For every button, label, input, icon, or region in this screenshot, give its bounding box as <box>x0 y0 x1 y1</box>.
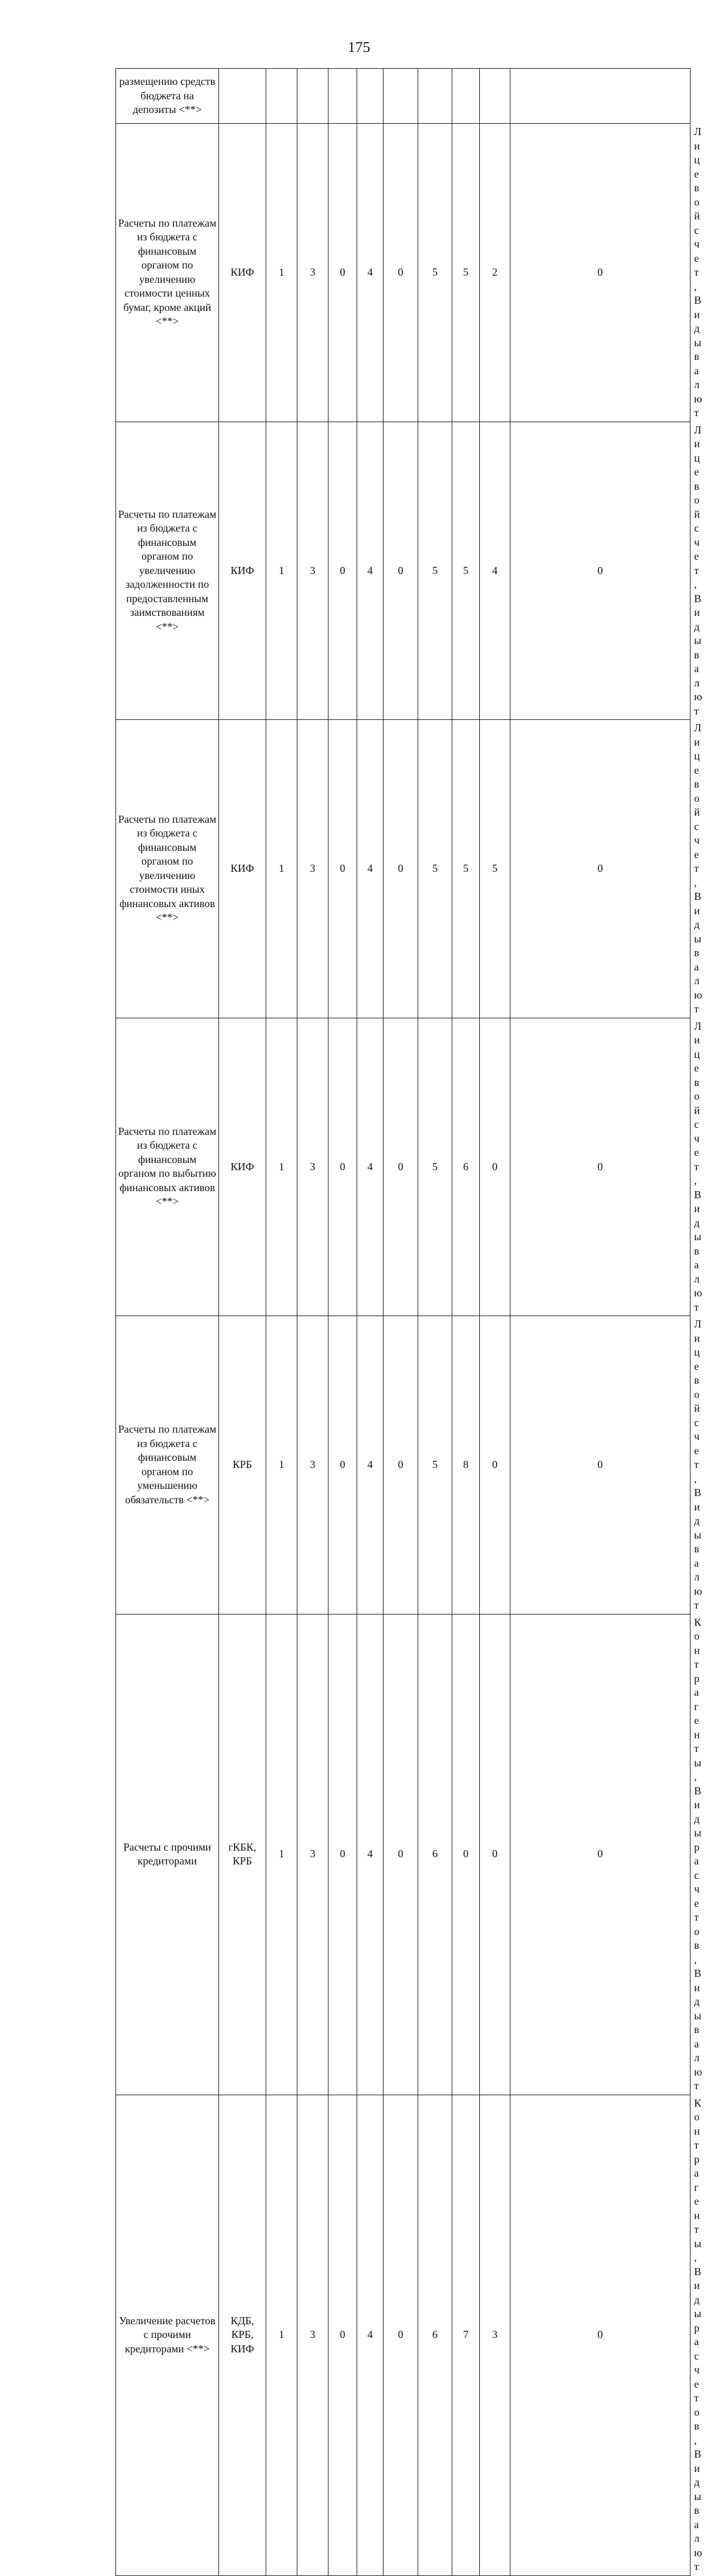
digit-cell: 6 <box>418 2095 452 2575</box>
digit-cell: 0 <box>510 2095 690 2575</box>
digit-cell <box>328 69 357 124</box>
digit-cell <box>297 69 328 124</box>
digit-cell: 3 <box>297 124 328 422</box>
code-cell: КИФ <box>219 720 266 1018</box>
digit-cell: 3 <box>297 720 328 1018</box>
code-cell: КРБ <box>219 1316 266 1614</box>
digit-cell: 5 <box>452 124 480 422</box>
table-row: Расчеты с прочими кредиторами гКБК, КРБ 1 3 0 4 0 6 0 0 0 Контрагенты, Виды расчетов, Виды валют <box>116 1614 690 2095</box>
digit-cell: 4 <box>357 1018 384 1316</box>
digit-cell: 5 <box>418 422 452 720</box>
table-row: Расчеты по платежам из бюджета с финансовым органом по увеличению стоимости ценных бумаг, кроме акций <**> КИФ 1 3 0 4 0 5 5 2 0 Лицевой счет, Виды валют <box>116 124 690 422</box>
digit-cell: 1 <box>266 422 297 720</box>
digit-cell: 3 <box>297 1614 328 2095</box>
digit-cell: 1 <box>266 1018 297 1316</box>
digit-cell: 0 <box>384 2095 418 2575</box>
table-row: Расчеты по платежам из бюджета с финансовым органом по увеличению стоимости иных финансовых активов <**> КИФ 1 3 0 4 0 5 5 5 0 Лицевой счет, Виды валют <box>116 720 690 1018</box>
digit-cell: 0 <box>328 124 357 422</box>
digit-cell: 0 <box>328 1018 357 1316</box>
digit-cell: 4 <box>480 422 510 720</box>
digit-cell: 4 <box>357 422 384 720</box>
digit-cell: 3 <box>297 1316 328 1614</box>
digit-cell <box>266 69 297 124</box>
digit-cell: 0 <box>480 1316 510 1614</box>
table-body <box>116 69 702 2576</box>
digit-cell: 1 <box>266 720 297 1018</box>
digit-cell: 3 <box>297 422 328 720</box>
digit-cell: 0 <box>384 1018 418 1316</box>
digit-cell: 0 <box>510 124 690 422</box>
account-name-cell: Расчеты по платежам из бюджета с финансовым органом по увеличению задолженности по предоставленным заимствованиям <**> <box>116 422 219 720</box>
digit-cell: 0 <box>328 720 357 1018</box>
table-row: Увеличение расчетов с прочими кредиторами <**> КДБ, КРБ, КИФ 1 3 0 4 0 6 7 3 0 Контрагенты, Виды расчетов, Виды валют <box>116 2095 690 2575</box>
digit-cell: 0 <box>328 1316 357 1614</box>
digit-cell <box>480 69 510 124</box>
digit-cell: 0 <box>510 1316 690 1614</box>
digit-cell: 0 <box>480 1614 510 2095</box>
digit-cell <box>384 69 418 124</box>
digit-cell: 3 <box>480 2095 510 2575</box>
account-name-cell: Расчеты по платежам из бюджета с финансовым органом по увеличению стоимости ценных бумаг, кроме акций <**> <box>116 124 219 422</box>
table-row: Расчеты по платежам из бюджета с финансовым органом по увеличению задолженности по предоставленным заимствованиям <**> КИФ 1 3 0 4 0 5 5 4 0 Лицевой счет, Виды валют <box>116 422 690 720</box>
account-name-cell: размещению средств бюджета на депозиты <**> <box>116 69 219 124</box>
digit-cell: 4 <box>357 720 384 1018</box>
account-name-cell: Расчеты по платежам из бюджета с финансовым органом по выбытию финансовых активов <**> <box>116 1018 219 1316</box>
digit-cell: 1 <box>266 1316 297 1614</box>
digit-cell: 5 <box>452 422 480 720</box>
account-name-cell: Расчеты по платежам из бюджета с финансовым органом по уменьшению обязательств <**> <box>116 1316 219 1614</box>
digit-cell: 0 <box>452 1614 480 2095</box>
digit-cell: 0 <box>328 2095 357 2575</box>
digit-cell <box>357 69 384 124</box>
digit-cell: 0 <box>510 720 690 1018</box>
digit-cell: 1 <box>266 1614 297 2095</box>
digit-cell: 0 <box>384 1614 418 2095</box>
digit-cell: 5 <box>418 1018 452 1316</box>
code-cell <box>219 69 266 124</box>
digit-cell: 5 <box>418 1316 452 1614</box>
digit-cell: 0 <box>328 422 357 720</box>
digit-cell: 0 <box>328 1614 357 2095</box>
code-cell: КДБ, КРБ, КИФ <box>219 2095 266 2575</box>
digit-cell: 6 <box>418 1614 452 2095</box>
digit-cell: 3 <box>297 2095 328 2575</box>
digit-cell: 0 <box>480 1018 510 1316</box>
digit-cell: 5 <box>480 720 510 1018</box>
digit-cell: 1 <box>266 124 297 422</box>
code-cell: КИФ <box>219 124 266 422</box>
digit-cell: 4 <box>357 124 384 422</box>
account-name-cell: Увеличение расчетов с прочими кредиторами <**> <box>116 2095 219 2575</box>
digit-cell: 5 <box>452 720 480 1018</box>
digit-cell: 7 <box>452 2095 480 2575</box>
digit-cell: 0 <box>384 124 418 422</box>
digit-cell: 0 <box>384 1316 418 1614</box>
digit-cell: 5 <box>418 720 452 1018</box>
digit-cell: 8 <box>452 1316 480 1614</box>
digit-cell <box>452 69 480 124</box>
digit-cell: 4 <box>357 1316 384 1614</box>
table-row: Расчеты по платежам из бюджета с финансовым органом по выбытию финансовых активов <**> КИФ 1 3 0 4 0 5 6 0 0 Лицевой счет, Виды валют <box>116 1018 690 1316</box>
code-cell: гКБК, КРБ <box>219 1614 266 2095</box>
table-row <box>116 69 690 124</box>
digit-cell: 1 <box>266 2095 297 2575</box>
digit-cell: 6 <box>452 1018 480 1316</box>
digit-cell: 4 <box>357 1614 384 2095</box>
account-name-cell: Расчеты с прочими кредиторами <box>116 1614 219 2095</box>
digit-cell: 0 <box>510 1614 690 2095</box>
code-cell: КИФ <box>219 422 266 720</box>
digit-cell: 4 <box>357 2095 384 2575</box>
page-number: 175 <box>348 39 370 56</box>
digit-cell <box>418 69 452 124</box>
digit-cell: 0 <box>510 422 690 720</box>
digit-cell: 0 <box>384 720 418 1018</box>
table-row: Расчеты по платежам из бюджета с финансовым органом по уменьшению обязательств <**> КРБ 1 3 0 4 0 5 8 0 0 Лицевой счет, Виды валют <box>116 1316 690 1614</box>
digit-cell: 2 <box>480 124 510 422</box>
digit-cell: 3 <box>297 1018 328 1316</box>
digit-cell: 5 <box>418 124 452 422</box>
account-name-cell: Расчеты по платежам из бюджета с финансовым органом по увеличению стоимости иных финансовых активов <**> <box>116 720 219 1018</box>
code-cell: КИФ <box>219 1018 266 1316</box>
digit-cell <box>510 69 690 124</box>
digit-cell: 0 <box>510 1018 690 1316</box>
digit-cell: 0 <box>384 422 418 720</box>
accounts-table <box>115 68 702 2576</box>
